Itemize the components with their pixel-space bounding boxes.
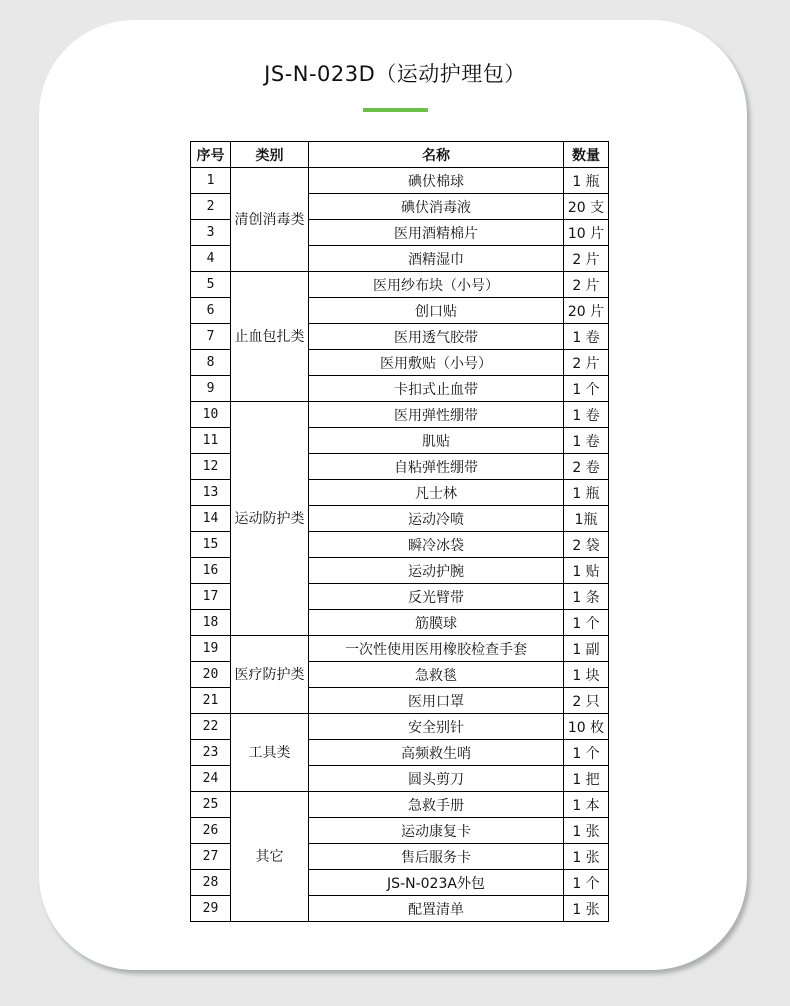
item-name: 安全别针 xyxy=(309,714,564,740)
item-name: 医用透气胶带 xyxy=(309,324,564,350)
row-number: 25 xyxy=(191,792,231,818)
item-quantity: 20 片 xyxy=(564,298,609,324)
item-quantity: 1 卷 xyxy=(564,402,609,428)
item-quantity: 1 把 xyxy=(564,766,609,792)
row-number: 21 xyxy=(191,688,231,714)
row-number: 24 xyxy=(191,766,231,792)
page-title: JS-N-023D（运动护理包） xyxy=(264,62,526,86)
item-name: 一次性使用医用橡胶检查手套 xyxy=(309,636,564,662)
row-number: 28 xyxy=(191,870,231,896)
table-header-row xyxy=(191,142,609,168)
item-quantity: 1 张 xyxy=(564,818,609,844)
row-number: 2 xyxy=(191,194,231,220)
item-name: 卡扣式止血带 xyxy=(309,376,564,402)
row-number: 17 xyxy=(191,584,231,610)
row-number: 27 xyxy=(191,844,231,870)
header-quantity: 数量 xyxy=(564,142,609,168)
item-quantity: 2 卷 xyxy=(564,454,609,480)
item-quantity: 2 片 xyxy=(564,246,609,272)
item-name: 运动护腕 xyxy=(309,558,564,584)
row-number: 13 xyxy=(191,480,231,506)
item-name: 碘伏消毒液 xyxy=(309,194,564,220)
table-row xyxy=(191,168,609,194)
item-name: 急救手册 xyxy=(309,792,564,818)
item-name: 医用纱布块（小号） xyxy=(309,272,564,298)
item-name: 运动冷喷 xyxy=(309,506,564,532)
table-row xyxy=(191,402,609,428)
item-quantity: 1 卷 xyxy=(564,428,609,454)
item-quantity: 1 贴 xyxy=(564,558,609,584)
item-quantity: 1 瓶 xyxy=(564,168,609,194)
row-number: 12 xyxy=(191,454,231,480)
item-quantity: 1 个 xyxy=(564,870,609,896)
row-number: 3 xyxy=(191,220,231,246)
row-number: 4 xyxy=(191,246,231,272)
item-name: 配置清单 xyxy=(309,896,564,922)
item-name: 医用酒精棉片 xyxy=(309,220,564,246)
row-number: 14 xyxy=(191,506,231,532)
configuration-table xyxy=(190,141,609,922)
item-name: 运动康复卡 xyxy=(309,818,564,844)
item-quantity: 1 块 xyxy=(564,662,609,688)
row-number: 22 xyxy=(191,714,231,740)
row-number: 8 xyxy=(191,350,231,376)
item-name: 筋膜球 xyxy=(309,610,564,636)
row-number: 26 xyxy=(191,818,231,844)
item-quantity: 20 支 xyxy=(564,194,609,220)
item-name: 碘伏棉球 xyxy=(309,168,564,194)
row-number: 6 xyxy=(191,298,231,324)
category-cell: 清创消毒类 xyxy=(231,168,309,272)
item-name: 肌贴 xyxy=(309,428,564,454)
item-name: 自粘弹性绷带 xyxy=(309,454,564,480)
item-name: 医用弹性绷带 xyxy=(309,402,564,428)
table-row xyxy=(191,714,609,740)
item-quantity: 1 卷 xyxy=(564,324,609,350)
category-cell: 工具类 xyxy=(231,714,309,792)
table-body xyxy=(191,168,609,922)
row-number: 7 xyxy=(191,324,231,350)
item-name: 医用口罩 xyxy=(309,688,564,714)
item-name: 售后服务卡 xyxy=(309,844,564,870)
item-quantity: 1 瓶 xyxy=(564,480,609,506)
item-quantity: 2 只 xyxy=(564,688,609,714)
item-quantity: 1 张 xyxy=(564,844,609,870)
item-quantity: 2 袋 xyxy=(564,532,609,558)
item-quantity: 2 片 xyxy=(564,272,609,298)
row-number: 5 xyxy=(191,272,231,298)
row-number: 9 xyxy=(191,376,231,402)
item-quantity: 1 张 xyxy=(564,896,609,922)
row-number: 1 xyxy=(191,168,231,194)
category-cell: 医疗防护类 xyxy=(231,636,309,714)
title-underline-divider xyxy=(363,108,428,112)
row-number: 19 xyxy=(191,636,231,662)
item-name: JS-N-023A外包 xyxy=(309,870,564,896)
item-quantity: 2 片 xyxy=(564,350,609,376)
row-number: 15 xyxy=(191,532,231,558)
item-quantity: 1 个 xyxy=(564,376,609,402)
row-number: 16 xyxy=(191,558,231,584)
item-quantity: 10 片 xyxy=(564,220,609,246)
item-name: 瞬冷冰袋 xyxy=(309,532,564,558)
table-row xyxy=(191,272,609,298)
item-quantity: 1 本 xyxy=(564,792,609,818)
row-number: 23 xyxy=(191,740,231,766)
item-name: 创口贴 xyxy=(309,298,564,324)
row-number: 18 xyxy=(191,610,231,636)
item-quantity: 1 个 xyxy=(564,610,609,636)
item-name: 凡士林 xyxy=(309,480,564,506)
row-number: 10 xyxy=(191,402,231,428)
table-row xyxy=(191,636,609,662)
item-name: 酒精湿巾 xyxy=(309,246,564,272)
header-name: 名称 xyxy=(309,142,564,168)
item-quantity: 1瓶 xyxy=(564,506,609,532)
header-category: 类别 xyxy=(231,142,309,168)
item-name: 急救毯 xyxy=(309,662,564,688)
item-name: 医用敷贴（小号） xyxy=(309,350,564,376)
header-no: 序号 xyxy=(191,142,231,168)
row-number: 11 xyxy=(191,428,231,454)
item-quantity: 1 条 xyxy=(564,584,609,610)
category-cell: 其它 xyxy=(231,792,309,922)
item-quantity: 10 枚 xyxy=(564,714,609,740)
item-quantity: 1 副 xyxy=(564,636,609,662)
item-name: 高频救生哨 xyxy=(309,740,564,766)
item-name: 反光臂带 xyxy=(309,584,564,610)
row-number: 20 xyxy=(191,662,231,688)
category-cell: 止血包扎类 xyxy=(231,272,309,402)
row-number: 29 xyxy=(191,896,231,922)
category-cell: 运动防护类 xyxy=(231,402,309,636)
item-quantity: 1 个 xyxy=(564,740,609,766)
table-row xyxy=(191,792,609,818)
item-name: 圆头剪刀 xyxy=(309,766,564,792)
